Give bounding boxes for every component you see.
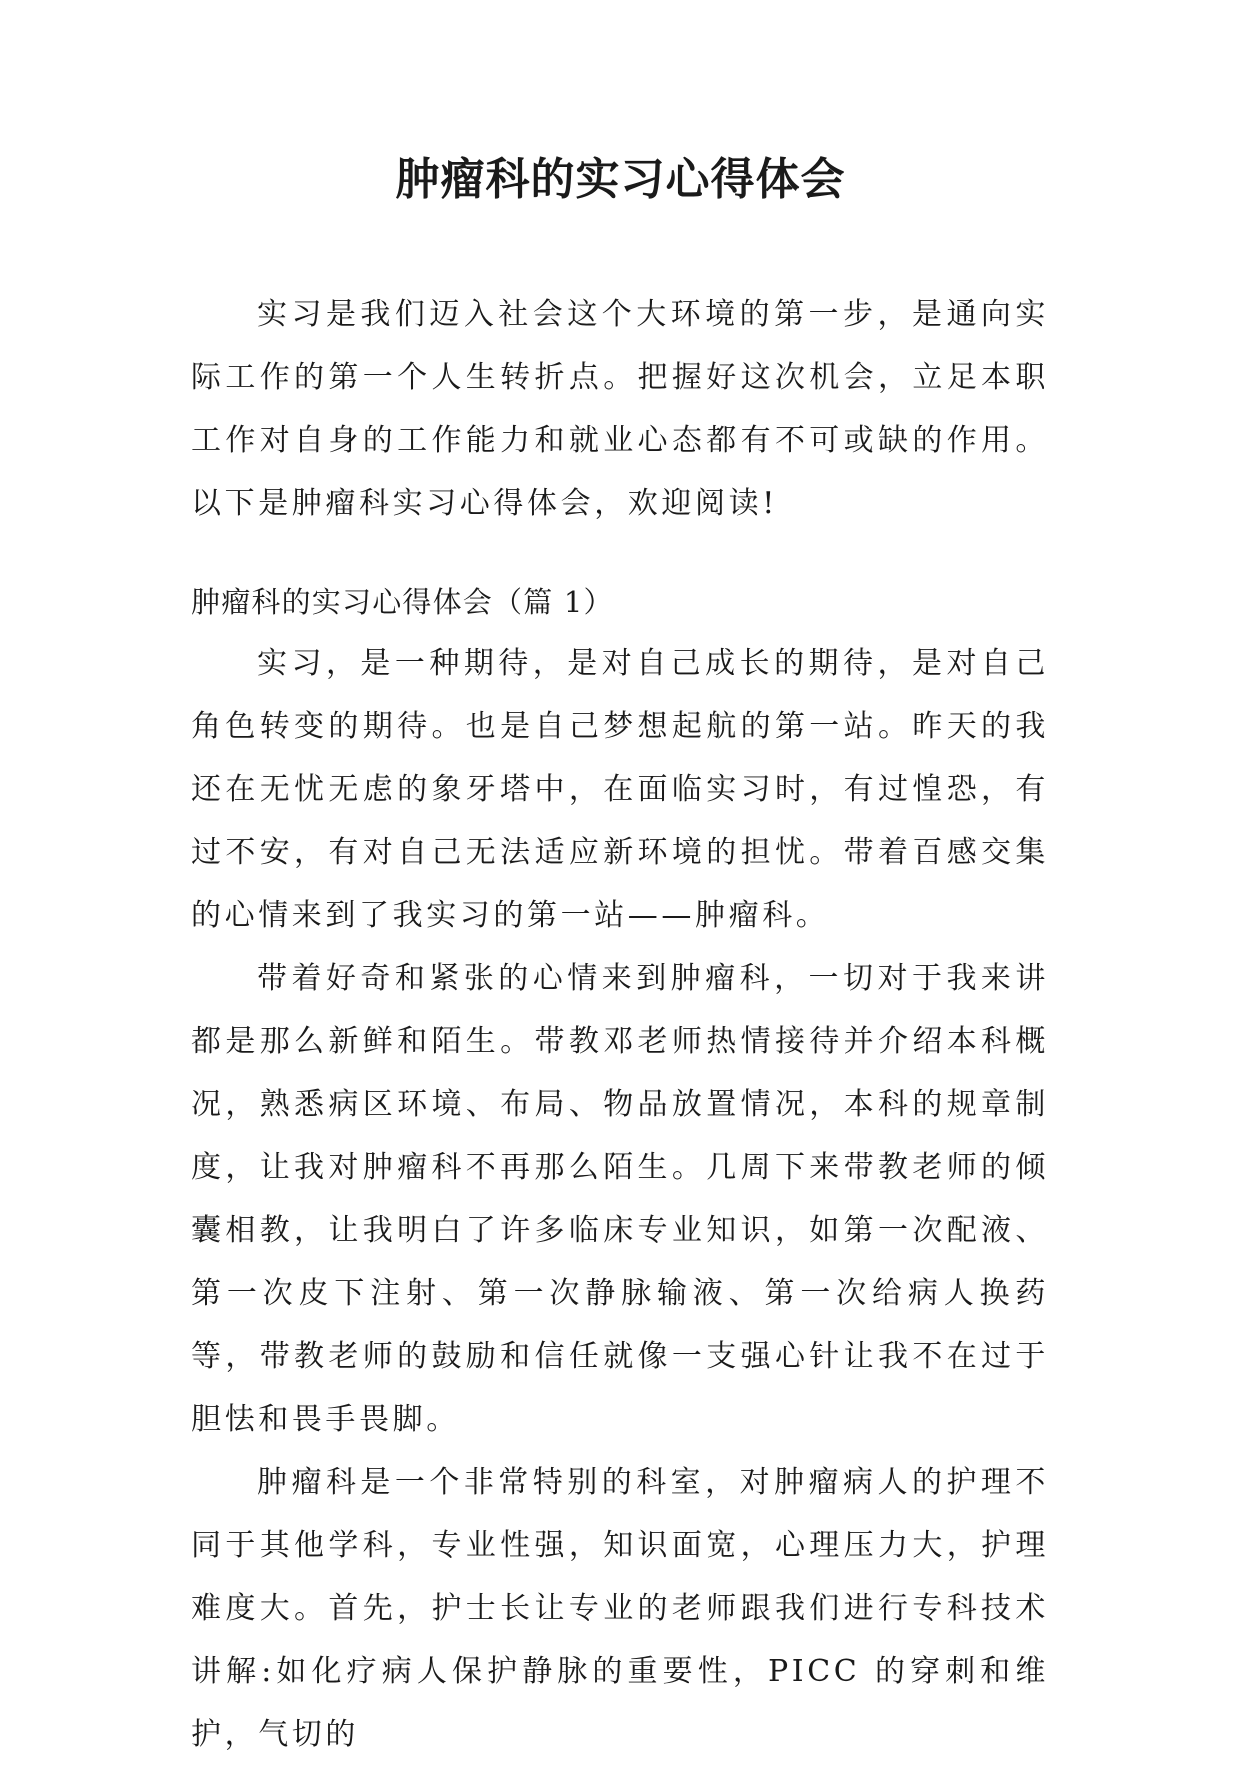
intro-paragraph: 实习是我们迈入社会这个大环境的第一步，是通向实际工作的第一个人生转折点。把握好这次机会，立足本职工作对自身的工作能力和就业心态都有不可或缺的作用。以下是肿瘤科实习心得体会，欢迎阅读! bbox=[191, 297, 1049, 521]
intro-block bbox=[191, 283, 1049, 535]
body-paragraph-2: 带着好奇和紧张的心情来到肿瘤科，一切对于我来讲都是那么新鲜和陌生。带教邓老师热情接待并介绍本科概况，熟悉病区环境、布局、物品放置情况，本科的规章制度，让我对肿瘤科不再那么陌生。几周下来带教老师的倾囊相教，让我明白了许多临床专业知识，如第一次配液、第一次皮下注射、第一次静脉输液、第一次给病人换药等，带教老师的鼓励和信任就像一支强心针让我不在过于胆怯和畏手畏脚。 bbox=[191, 961, 1049, 1437]
document-title: 肿瘤科的实习心得体会 bbox=[395, 154, 846, 205]
section-1 bbox=[191, 572, 1049, 1766]
body-paragraph-3: 肿瘤科是一个非常特别的科室，对肿瘤病人的护理不同于其他学科，专业性强，知识面宽，心理压力大，护理难度大。首先，护士长让专业的老师跟我们进行专科技术讲解:如化疗病人保护静脉的重要性，PICC 的穿刺和维护，气切的 bbox=[191, 1465, 1049, 1752]
section-heading: 肿瘤科的实习心得体会（篇 1） bbox=[191, 585, 614, 619]
body-paragraph-1: 实习，是一种期待，是对自己成长的期待，是对自己角色转变的期待。也是自己梦想起航的第一站。昨天的我还在无忧无虑的象牙塔中，在面临实习时，有过惶恐，有过不安，有对自己无法适应新环境的担忧。带着百感交集的心情来到了我实习的第一站——肿瘤科。 bbox=[191, 646, 1049, 933]
